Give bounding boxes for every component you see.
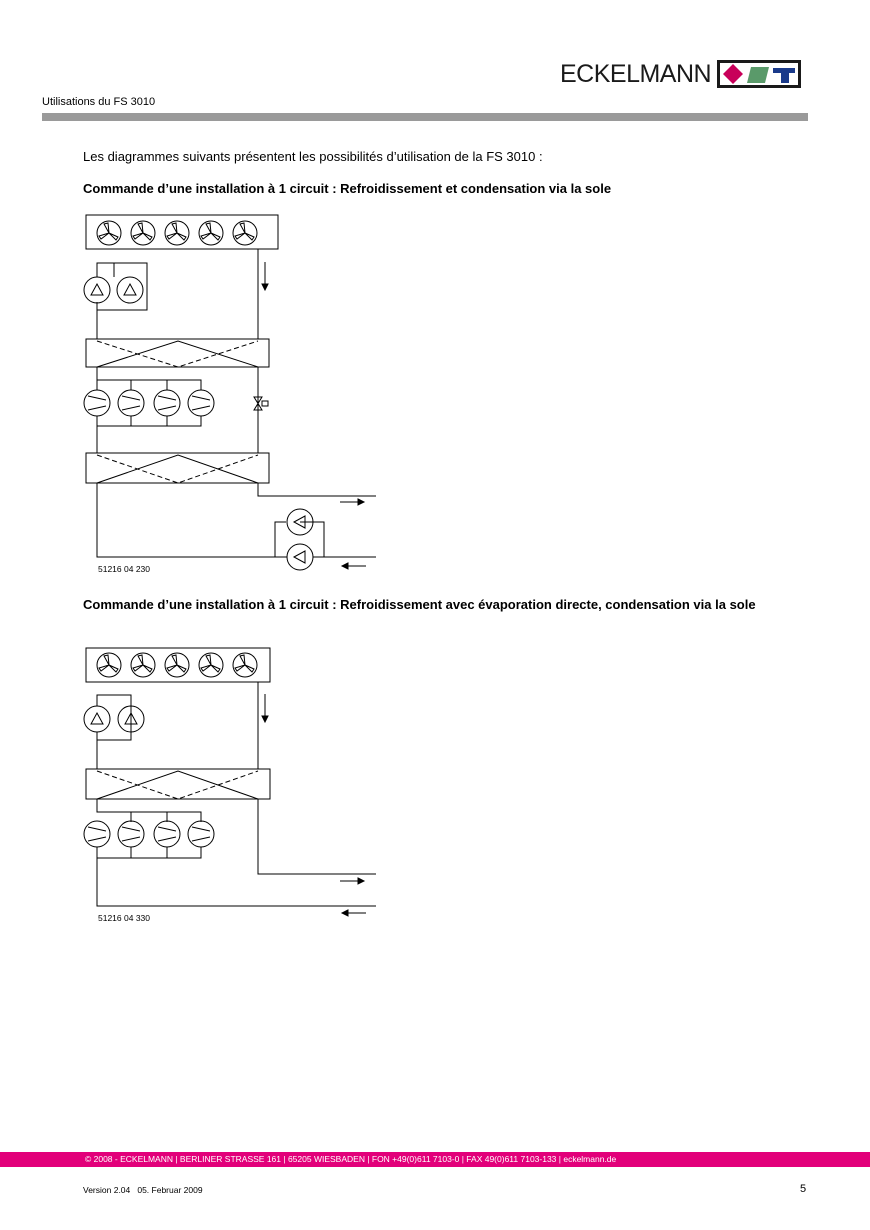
heat-exchanger <box>86 769 270 799</box>
heat-exchanger <box>86 339 269 367</box>
page-number: 5 <box>800 1183 807 1195</box>
intro-text: Les diagrammes suivants présentent les possibilités d’utilisation de la FS 3010 : <box>83 149 543 164</box>
fan-icon <box>131 221 155 245</box>
header-divider <box>42 113 808 121</box>
compressor-icon <box>84 821 110 847</box>
fan-icon <box>131 653 155 677</box>
compressor-icon <box>154 390 180 416</box>
version-info: Version 2.04 05. Februar 2009 <box>83 1185 203 1195</box>
fan-icon <box>97 653 121 677</box>
fan-icon <box>233 653 257 677</box>
diagram-2-code: 51216 04 330 <box>98 913 150 923</box>
compressor-icon <box>84 390 110 416</box>
fan-icon <box>199 221 223 245</box>
expansion-valve-icon <box>254 397 268 410</box>
pump-icon <box>84 277 110 303</box>
diagram-2-heading: Commande d’une installation à 1 circuit : Refroidissement avec évaporation directe, condensation via la sole <box>83 597 756 612</box>
pump-icon <box>84 706 110 732</box>
pump-icon <box>287 544 313 570</box>
logo-mark-icon <box>717 59 803 89</box>
logo-text: ECKELMANN <box>560 59 712 88</box>
eckelmann-logo <box>560 58 803 90</box>
footer-address: © 2008 - ECKELMANN | BERLINER STRASSE 161 | 65205 WIESBADEN | FON +49(0)611 7103-0 | FAX 49(0)611 7103-133 | eckelmann.de <box>85 1154 617 1164</box>
fan-icon <box>165 221 189 245</box>
compressor-icon <box>188 821 214 847</box>
compressor-icon <box>118 821 144 847</box>
diagram-1-code: 51216 04 230 <box>98 564 150 574</box>
section-title: Utilisations du FS 3010 <box>42 96 156 108</box>
diagram-1-schematic <box>60 210 390 580</box>
fan-icon <box>199 653 223 677</box>
compressor-icon <box>188 390 214 416</box>
fan-icon <box>233 221 257 245</box>
compressor-icon <box>154 821 180 847</box>
pump-icon <box>117 277 143 303</box>
fan-icon <box>97 221 121 245</box>
fan-icon <box>165 653 189 677</box>
heat-exchanger <box>86 453 269 483</box>
diagram-2-schematic <box>60 640 390 920</box>
diagram-1-heading: Commande d’une installation à 1 circuit : Refroidissement et condensation via la sole <box>83 181 612 196</box>
compressor-icon <box>118 390 144 416</box>
